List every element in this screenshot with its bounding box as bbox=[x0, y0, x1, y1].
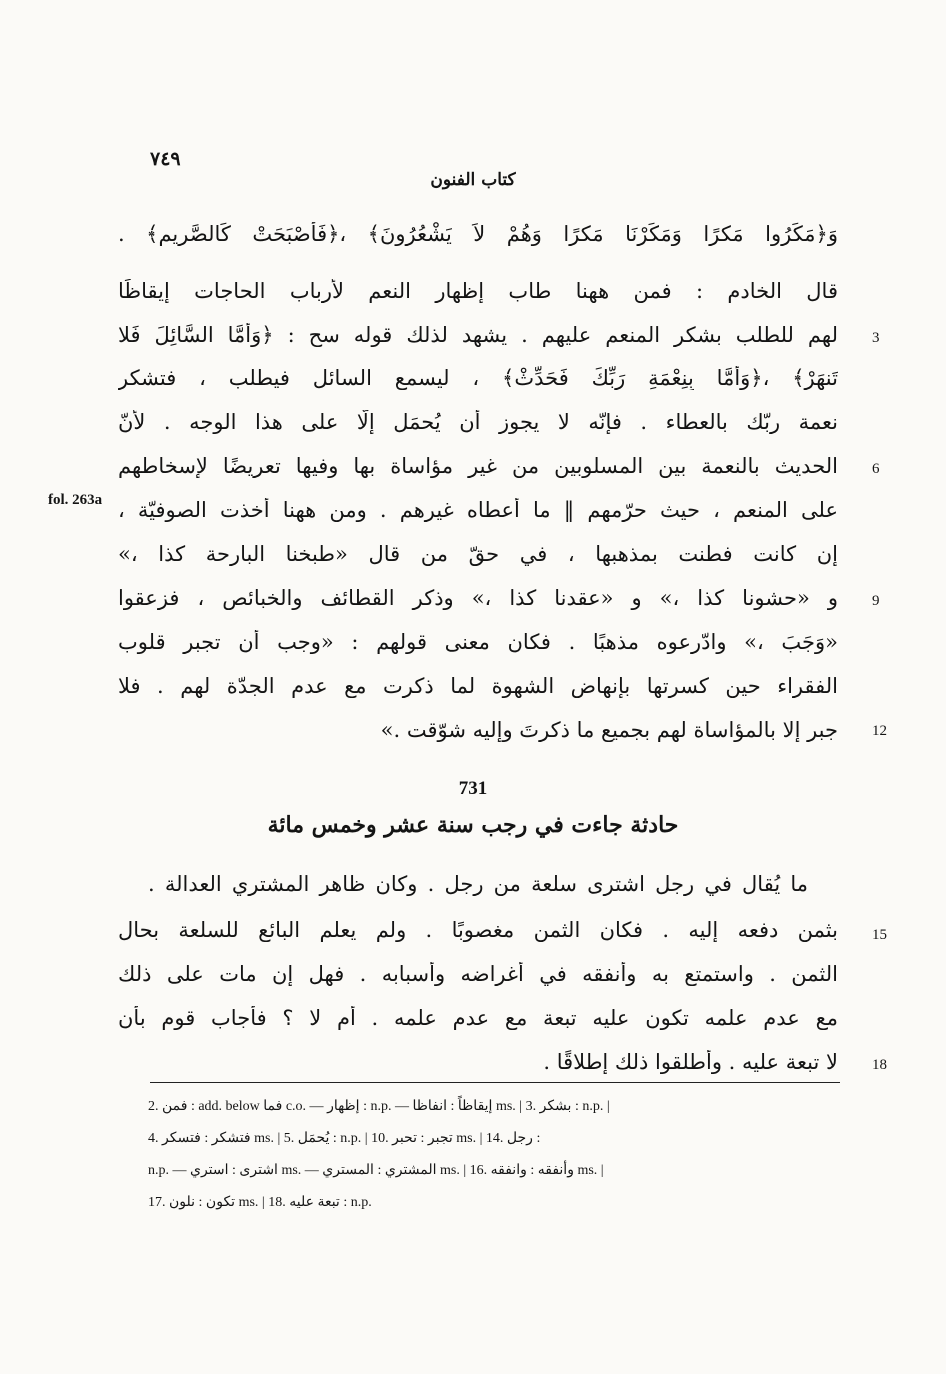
section-number: 731 bbox=[458, 778, 488, 799]
line-number: 9 bbox=[872, 593, 880, 609]
footnote-line: n.p. — اشترى : استري ms. — المشتري : المستري ms. | 16. وأنفقه : وانفقه ms. | bbox=[148, 1163, 604, 1178]
text-line: ما يُقال في رجل اشترى سلعة من رجل . وكان ظاهر المشتري العدالة . bbox=[148, 872, 808, 896]
text-line: على المنعم ، حيث حرّمهم ‖ ما أعطاه غيرهم . ومن ههنا أخذت الصوفيّة ، bbox=[118, 498, 838, 522]
line-number: 6 bbox=[872, 461, 880, 477]
text-line: و «حشونا كذا ،» و «عقدنا كذا ،» وذكر القطائف والخبائص ، فزعقوا bbox=[118, 586, 838, 610]
text-line: نعمة ربّك بالعطاء . فإنّه لا يجوز أن يُحمَل إلّا على هذا الوجه . لأنّ bbox=[118, 410, 838, 434]
line-number: 3 bbox=[872, 330, 880, 346]
text-line: «وَجَبَ ،» وادّرعوه مذهبًا . فكان معنى قولهم : «وجب أن تجبر قلوب bbox=[118, 630, 838, 654]
text-line: جبر إلا بالمؤاساة لهم بجميع ما ذكرتَ وإليه شوّقت .» bbox=[380, 718, 838, 742]
running-title: كتاب الفنون bbox=[430, 170, 516, 190]
text-line: الحديث بالنعمة بين المسلوبين من غير مؤاساة بها وفيها تعريضًا لإسخاطهم bbox=[118, 454, 838, 478]
text-line: مع عدم علمه تكون عليه تبعة مع عدم علمه . أم لا ؟ فأجاب قوم بأن bbox=[118, 1006, 838, 1030]
folio-margin-note: fol. 263a bbox=[48, 492, 103, 508]
text-line: لا تبعة عليه . وأطلقوا ذلك إطلاقًا . bbox=[543, 1050, 838, 1074]
footnote-divider bbox=[150, 1082, 840, 1083]
text-line: الفقراء حين كسرتها بإنهاض الشهوة لما ذكرت مع عدم الجدّة لهم . فلا bbox=[118, 674, 838, 698]
footnote-line: 2. فمن : add. below فما c.o. — إظهار : n.p. — إيقاظاً : انفاظا ms. | 3. بشكر : n.p. | bbox=[148, 1099, 610, 1114]
text-line: إن كانت فطنت بمذهبها ، في حقّ من قال «طبخنا البارحة كذا ،» bbox=[118, 542, 838, 566]
footnote-line: 17. تكون : نلون ms. | 18. تبعة عليه : n.p. bbox=[148, 1195, 372, 1210]
text-line: ﻭَ﴿ﻣَﻜَﺮُﻭﺍ ﻣَﻜﺮًﺍ ﻭَﻣَﻜَﺮْﻧَﺎ ﻣَﻜﺮًﺍ ﻭَﻫُﻢْ ﻻَ ﻳَﺸْﻌُﺮُﻭﻥَ﴾ ،﴿ﻓَﺄَﺻْﺒَﺤَﺖْ ﻛَﺎﻟﺼَّﺮِﻳﻢِ﴾ . bbox=[118, 222, 838, 246]
section-title: حادثة جاءت في رجب سنة عشر وخمس مائة bbox=[267, 812, 679, 838]
text-line: الثمن . واستمتع به وأنفقه في أغراضه وأسبابه . فهل إن مات على ذلك bbox=[118, 962, 838, 986]
line-number: 12 bbox=[872, 723, 887, 739]
text-line: تَنهَرْ﴾ ،﴿وَأَمَّا بِنِعْمَةِ رَبِّكَ فَحَدِّثْ﴾ ، ليسمع السائل فيطلب ، فتشكر bbox=[118, 366, 838, 390]
line-number: 18 bbox=[872, 1057, 887, 1073]
line-number: 15 bbox=[872, 927, 887, 943]
text-line: لهم للطلب بشكر المنعم عليهم . يشهد لذلك قوله سح : ﴿وَأَمَّا السَّائِلَ فَلا bbox=[118, 323, 838, 347]
footnote-line: 4. فتشكر : فتسكر ms. | 5. يُحمَل : n.p. | 10. تجبر : تحبر ms. | 14. رجل : bbox=[148, 1131, 541, 1146]
text-line: قال الخادم : فمن ههنا طاب إظهار النعم لأرباب الحاجات إيقاظًا bbox=[118, 279, 838, 303]
text-line: بثمن دفعه إليه . فكان الثمن مغصوبًا . ولم يعلم البائع للسلعة بحال bbox=[118, 918, 838, 942]
page-number: ٧٤٩ bbox=[150, 148, 181, 170]
